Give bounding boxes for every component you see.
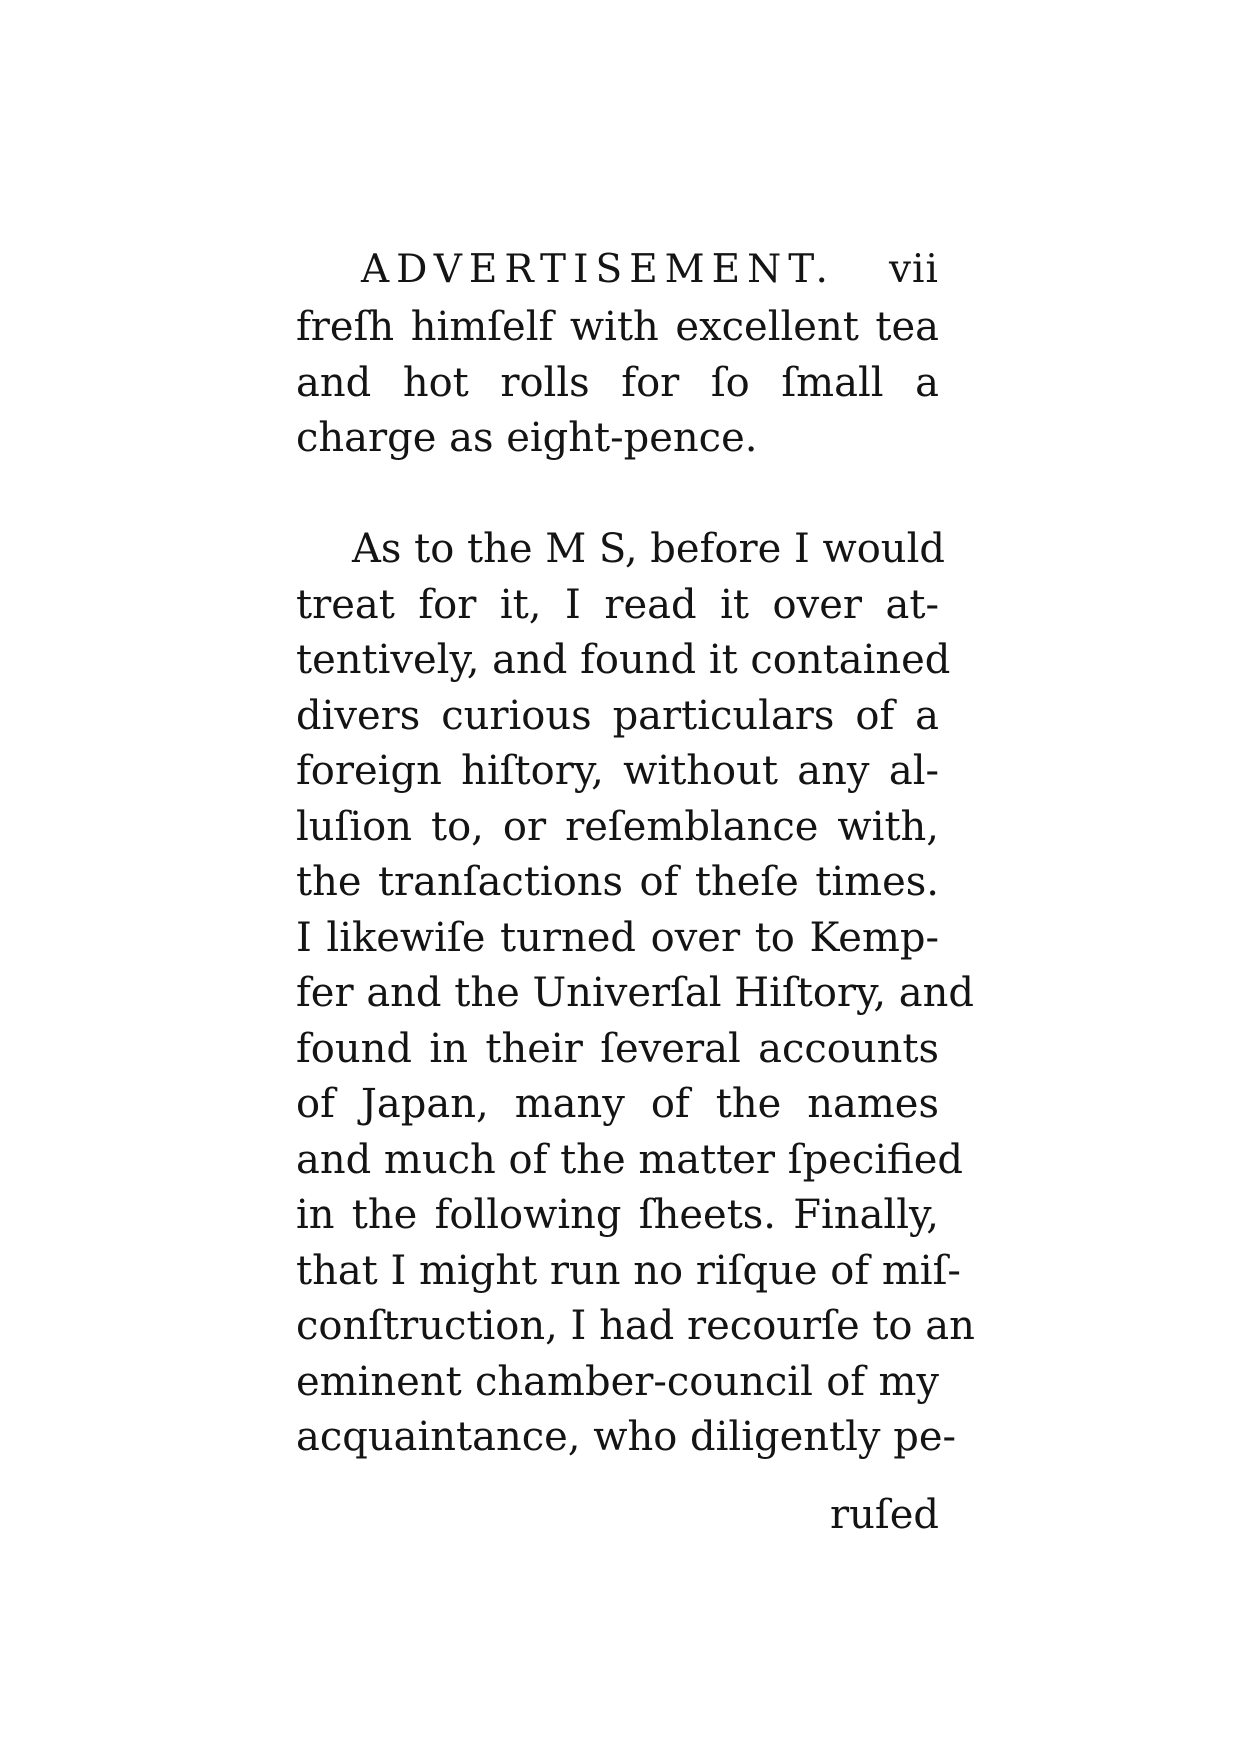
text-line: acquaintance, who diligently pe- xyxy=(296,1414,956,1460)
paragraph-2 xyxy=(296,522,975,1466)
text-line: the tranſactions of theſe times. xyxy=(296,859,939,905)
text-line: and much of the matter ſpecified xyxy=(296,1136,963,1183)
text-line: conſtruction, I had recourſe to an xyxy=(296,1303,975,1349)
running-header xyxy=(361,240,939,300)
text-line: freſh himſelf with excellent tea xyxy=(296,304,939,350)
text-line: of Japan, many of the names xyxy=(296,1081,939,1127)
page-number: vii xyxy=(889,247,939,292)
text-line: charge as eight-pence. xyxy=(296,415,758,461)
text-line: fer and the Univerſal Hiſtory, and xyxy=(296,970,974,1016)
text-line: luſion to, or reſemblance with, xyxy=(296,803,939,850)
text-line: found in their ſeveral accounts xyxy=(296,1025,939,1072)
text-line: and hot rolls for ſo ſmall a xyxy=(296,359,939,406)
catchword: ruſed xyxy=(830,1492,939,1538)
text-line: that I might run no riſque of miſ- xyxy=(296,1247,961,1294)
header-title: ADVERTISEMENT. xyxy=(361,247,835,292)
text-line: As to the M S, before I would xyxy=(352,526,945,572)
text-line: in the following ſheets. Finally, xyxy=(296,1192,939,1238)
text-line: divers curious particulars of a xyxy=(296,692,939,739)
text-line: foreign hiſtory, without any al- xyxy=(296,748,939,794)
text-line: treat for it, I read it over at- xyxy=(296,581,939,628)
paragraph-1 xyxy=(296,300,939,467)
text-line: eminent chamber-council of my xyxy=(296,1358,939,1405)
text-line: I likewiſe turned over to Kemp- xyxy=(296,914,939,961)
text-line: tentively, and found it contained xyxy=(296,637,951,683)
